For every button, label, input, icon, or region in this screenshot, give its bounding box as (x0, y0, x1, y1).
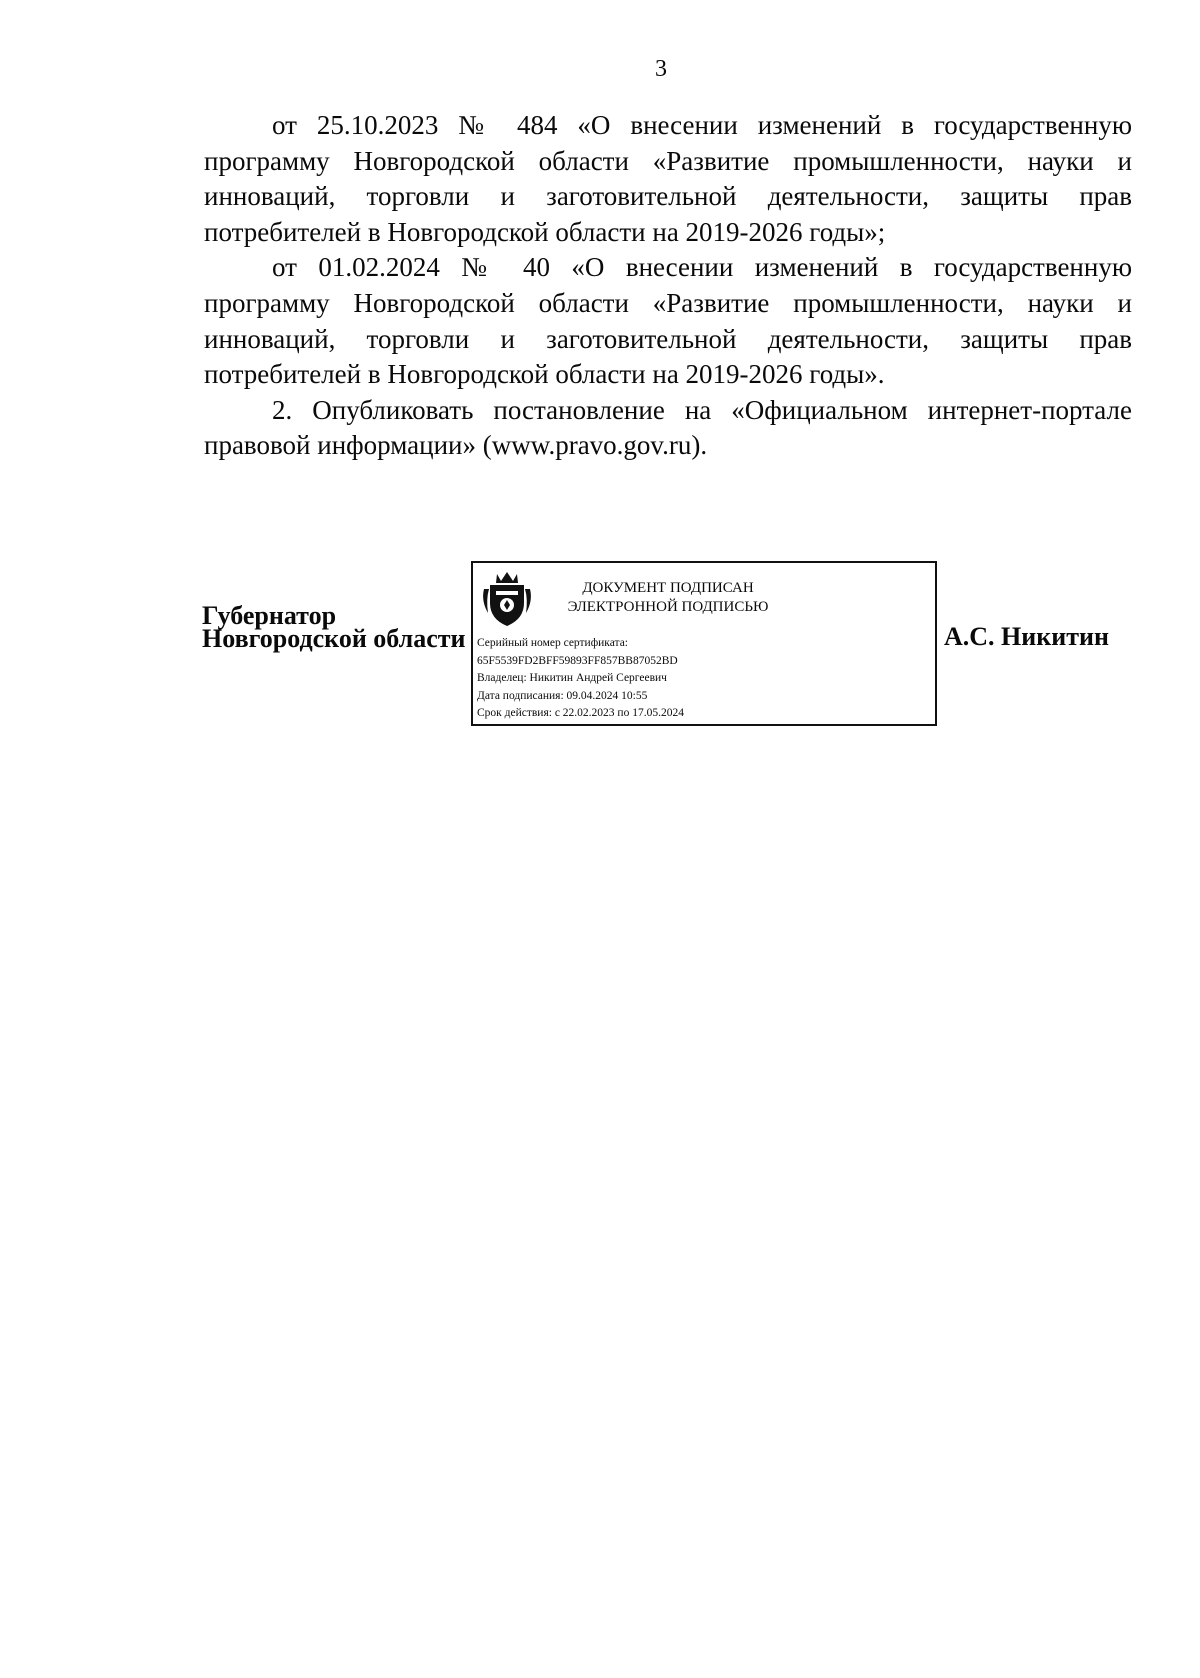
paragraph-publication: 2. Опубликовать постановление на «Официальном интернет-портале правовой информации» (www.pravo.gov.ru). (204, 394, 1132, 461)
paragraph-amendment-2023: от 25.10.2023 № 484 «О внесении изменений в государственную программу Новгородской области «Развитие промышленности, науки и инноваций, торговли и заготовительной деятельности, защиты прав потребителей в Новгородской области на 2019-2026 годы»; (204, 110, 1132, 247)
stamp-heading-line2: ЭЛЕКТРОННОЙ ПОДПИСЬЮ (567, 599, 769, 615)
stamp-heading-line1: ДОКУМЕНТ ПОДПИСАН (582, 580, 754, 596)
page-number: 3 (655, 56, 667, 82)
signatory-title (202, 601, 466, 653)
signatory-name: А.С. Никитин (944, 622, 1109, 651)
signatory-title-line2: Новгородской области (202, 624, 466, 653)
novgorod-coat-of-arms-icon (480, 569, 534, 629)
stamp-owner: Владелец: Никитин Андрей Сергеевич (477, 672, 667, 684)
stamp-heading (553, 579, 783, 617)
stamp-cert-number: 65F5539FD2BFF59893FF857BB87052BD (477, 654, 678, 667)
signatory-title-line1: Губернатор (202, 601, 337, 630)
stamp-signed-date: Дата подписания: 09.04.2024 10:55 (477, 689, 648, 702)
paragraph-amendment-2024: от 01.02.2024 № 40 «О внесении изменений в государственную программу Новгородской области «Развитие промышленности, науки и инноваций, торговли и заготовительной деятельности, защиты прав потребителей в Новгородской области на 2019-2026 годы». (204, 252, 1132, 390)
stamp-details (477, 635, 684, 723)
stamp-cert-label: Серийный номер сертификата: (477, 637, 628, 649)
electronic-signature-stamp (471, 561, 937, 726)
document-body (204, 108, 1132, 464)
stamp-validity: Срок действия: с 22.02.2023 по 17.05.2024 (477, 707, 684, 719)
